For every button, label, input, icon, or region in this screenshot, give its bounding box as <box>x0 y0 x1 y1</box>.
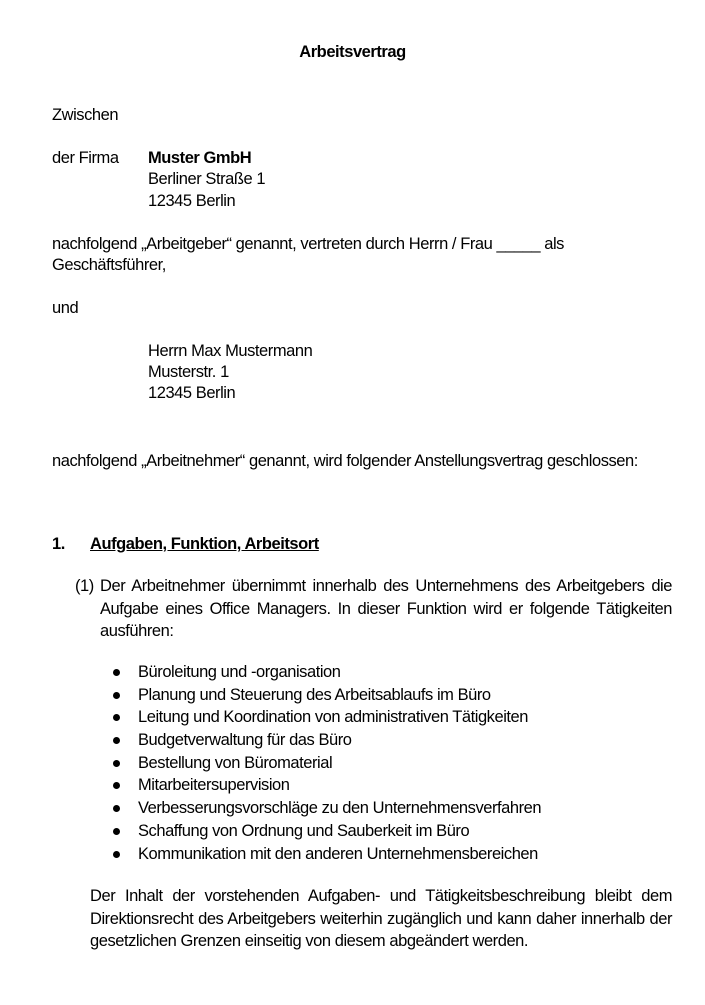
closing-line: Der Inhalt der vorstehenden Aufgaben- und Tätigkeitsbeschreibung bleibt dem <box>90 887 672 905</box>
bullet-icon <box>113 737 120 744</box>
paragraph-1-line: Aufgabe eines Office Managers. In dieser Funktion wird er folgende Tätigkeiten <box>100 599 672 618</box>
section-number: 1. <box>52 535 65 553</box>
bullet-icon <box>113 760 120 767</box>
employer-name: Muster GmbH <box>148 149 252 167</box>
employer-street: Berliner Straße 1 <box>148 170 266 188</box>
document-title: Arbeitsvertrag <box>299 43 406 61</box>
task-label: Mitarbeitersupervision <box>138 776 290 795</box>
task-label: Leitung und Koordination von administrativen Tätigkeiten <box>138 708 529 727</box>
employee-clause: nachfolgend „Arbeitnehmer“ genannt, wird folgender Anstellungsvertrag geschlossen: <box>52 452 638 470</box>
task-label: Verbesserungsvorschläge zu den Unternehmensverfahren <box>138 799 542 818</box>
employer-clause-line2: Geschäftsführer, <box>52 256 166 274</box>
paragraph-1-line: Der Arbeitnehmer übernimmt innerhalb des Unternehmens des Arbeitgebers die <box>100 577 672 595</box>
closing-line: gesetzlichen Grenzen einseitig von diesem abgeändert werden. <box>90 932 529 950</box>
employer-label: der Firma <box>52 149 119 167</box>
task-list-item <box>110 752 541 775</box>
task-list-item <box>110 774 541 797</box>
bullet-icon <box>113 692 120 699</box>
task-label: Planung und Steuerung des Arbeitsablaufs im Büro <box>138 685 491 704</box>
bullet-icon <box>113 714 120 721</box>
employer-clause-line1: nachfolgend „Arbeitgeber“ genannt, vertreten durch Herrn / Frau _____ als <box>52 235 564 253</box>
and-text: und <box>52 299 79 317</box>
intro-text: Zwischen <box>52 106 119 124</box>
task-list <box>110 661 541 865</box>
bullet-icon <box>113 828 120 835</box>
employee-street: Musterstr. 1 <box>148 363 229 381</box>
employee-city: 12345 Berlin <box>148 384 236 402</box>
section-heading: Aufgaben, Funktion, Arbeitsort <box>90 535 319 553</box>
closing-paragraph <box>90 885 672 953</box>
task-list-item <box>110 797 541 820</box>
bullet-icon <box>113 782 120 789</box>
bullet-icon <box>113 805 120 812</box>
bullet-icon <box>113 851 120 858</box>
task-label: Schaffung von Ordnung und Sauberkeit im Büro <box>138 821 470 840</box>
task-list-item <box>110 661 541 684</box>
task-list-item <box>110 706 541 729</box>
paragraph-number: (1) <box>75 577 94 595</box>
task-label: Kommunikation mit den anderen Unternehmensbereichen <box>138 844 538 863</box>
bullet-icon <box>113 669 120 676</box>
task-list-item <box>110 729 541 752</box>
employee-name: Herrn Max Mustermann <box>148 342 313 360</box>
closing-line: Direktionsrecht des Arbeitgebers weiterhin zugänglich und kann daher innerhalb der <box>90 909 672 928</box>
task-label: Bestellung von Büromaterial <box>138 753 333 772</box>
task-list-item <box>110 820 541 843</box>
employer-city: 12345 Berlin <box>148 192 236 210</box>
task-label: Budgetverwaltung für das Büro <box>138 731 352 750</box>
task-list-item <box>110 843 541 866</box>
paragraph-1-text <box>100 575 672 643</box>
task-list-item <box>110 684 541 707</box>
task-label: Büroleitung und -organisation <box>138 663 341 681</box>
paragraph-1-line: ausführen: <box>100 622 174 640</box>
